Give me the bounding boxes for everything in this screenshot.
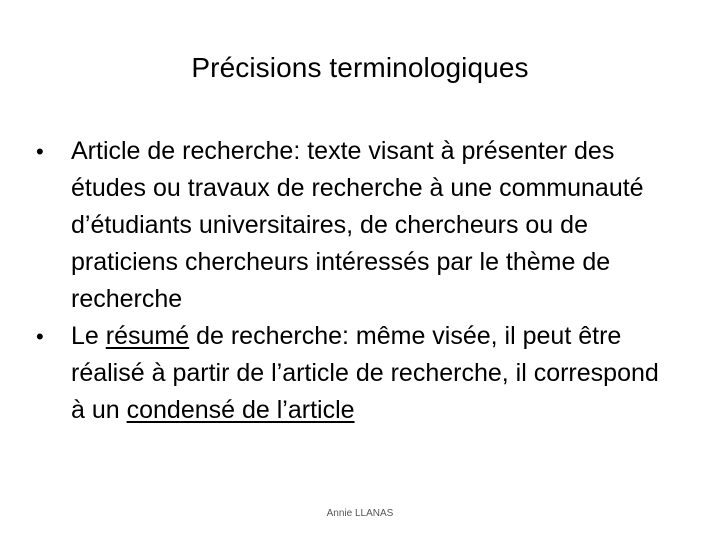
bullet-item-article bbox=[36, 133, 676, 318]
underlined-term-condense: condensé de l’article bbox=[126, 396, 355, 424]
slide-footer-author: Annie LLANAS bbox=[326, 508, 394, 519]
bullet-item-resume bbox=[36, 318, 676, 429]
bullet-list bbox=[36, 133, 676, 429]
bullet-text-prefix: Le bbox=[71, 322, 106, 350]
slide-title: Précisions terminologiques bbox=[191, 52, 529, 83]
bullet-marker: • bbox=[36, 139, 44, 164]
bullet-marker: • bbox=[36, 324, 44, 349]
underlined-term-resume: résumé bbox=[105, 322, 190, 350]
bullet-text: Article de recherche: texte visant à présenter des études ou travaux de recherche à une communauté d’étudiants universitaires, de chercheurs ou de praticiens chercheurs intéressés par le thème de recherche bbox=[71, 137, 644, 313]
bullet-text-middle: de recherche: même visée, il peut être réalisé à partir de l’article de recherche, il correspond à un bbox=[71, 322, 659, 424]
